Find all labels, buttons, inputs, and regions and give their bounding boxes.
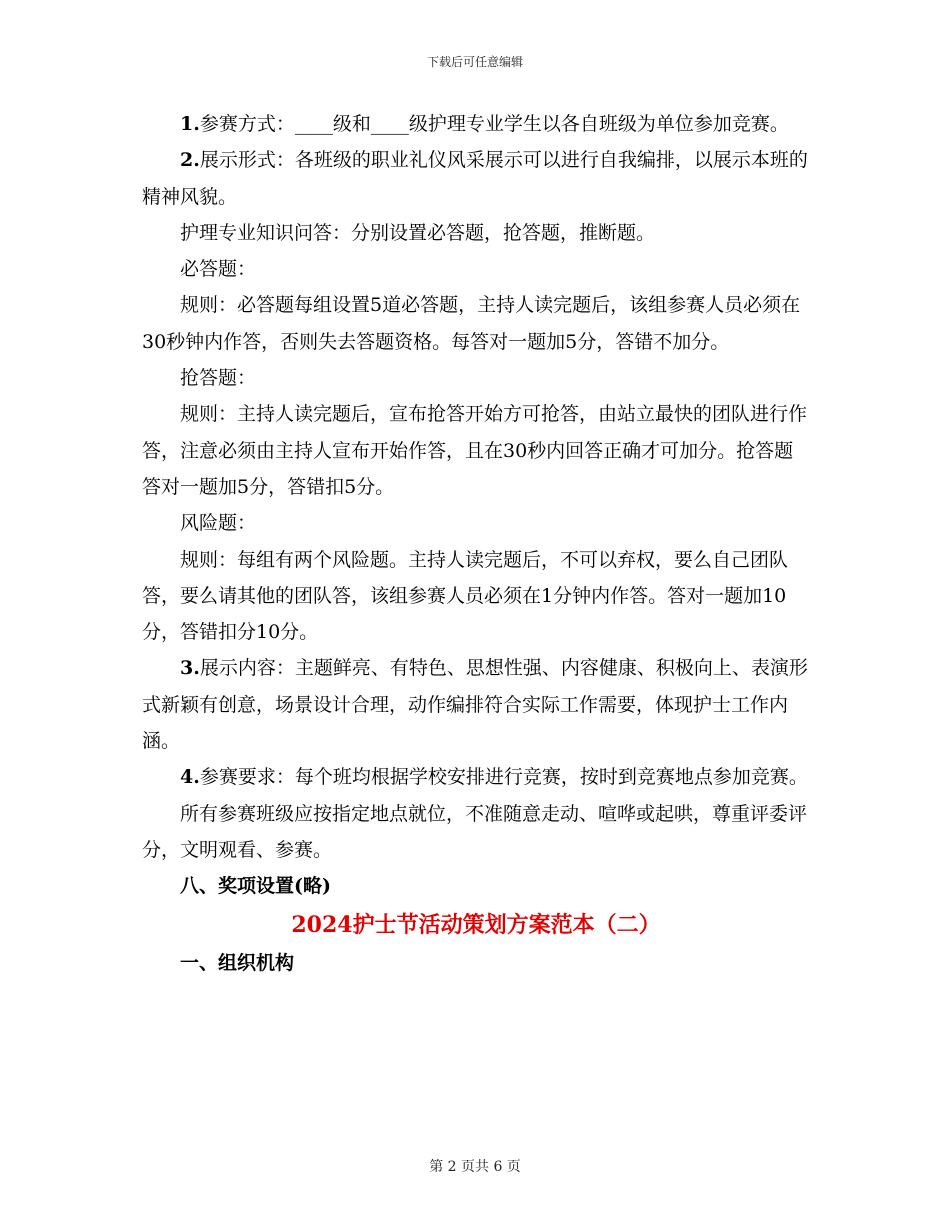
paragraph: 必答题： [180, 258, 257, 281]
document-title: 2024护士节活动策划方案范本（二） [291, 911, 661, 938]
paragraph-text: 展示形式：各班级的职业礼仪风采展示可以进行自我编排，以展示本班的精神风貌。 [142, 149, 808, 208]
paragraph-text: 参赛方式：____级和____级护理专业学生以各自班级为单位参加竞赛。 [199, 113, 789, 135]
item-number: 4. [180, 766, 200, 789]
paragraph: 护理专业知识问答：分别设置必答题，抢答题，推断题。 [180, 221, 656, 244]
paragraph-text: 展示内容：主题鲜亮、有特色、思想性强、内容健康、积极向上、表演形式新颖有创意，场景设计合理，动作编排符合实际工作需要，体现护士工作内涵。 [142, 657, 808, 753]
paragraph: 规则：必答题每组设置5道必答题，主持人读完题后，该组参赛人员必须在30秒钟内作答，否则失去答题资格。每答对一题加5分，答错不加分。 [142, 294, 801, 353]
paragraph: 抢答题： [180, 367, 257, 390]
paragraph: 风险题： [180, 512, 257, 535]
section-heading: 八、奖项设置(略) [180, 875, 331, 898]
paragraph [142, 650, 810, 759]
document-body [142, 106, 810, 981]
item-number: 2. [180, 149, 200, 172]
page-footer: 第 2 页共 6 页 [429, 1159, 521, 1175]
paragraph [142, 142, 810, 215]
subheading: 一、组织机构 [180, 951, 295, 974]
paragraph: 规则：每组有两个风险题。主持人读完题后，不可以弃权，要么自己团队答，要么请其他的团队答，该组参赛人员必须在1分钟内作答。答对一题加10分，答错扣分10分。 [142, 548, 789, 644]
paragraph [142, 106, 810, 142]
paragraph: 所有参赛班级应按指定地点就位，不准随意走动、喧哗或起哄，尊重评委评分，文明观看、参赛。 [142, 802, 808, 861]
paragraph-text: 参赛要求：每个班均根据学校安排进行竞赛，按时到竞赛地点参加竞赛。 [199, 766, 808, 789]
item-number: 3. [180, 657, 200, 680]
paragraph [142, 759, 810, 795]
page-header: 下载后可任意编辑 [426, 55, 523, 69]
item-number: 1. [180, 113, 200, 135]
paragraph: 规则：主持人读完题后，宣布抢答开始方可抢答，由站立最快的团队进行作答，注意必须由主持人宣布开始作答，且在30秒内回答正确才可加分。抢答题答对一题加5分，答错扣5分。 [142, 403, 808, 498]
